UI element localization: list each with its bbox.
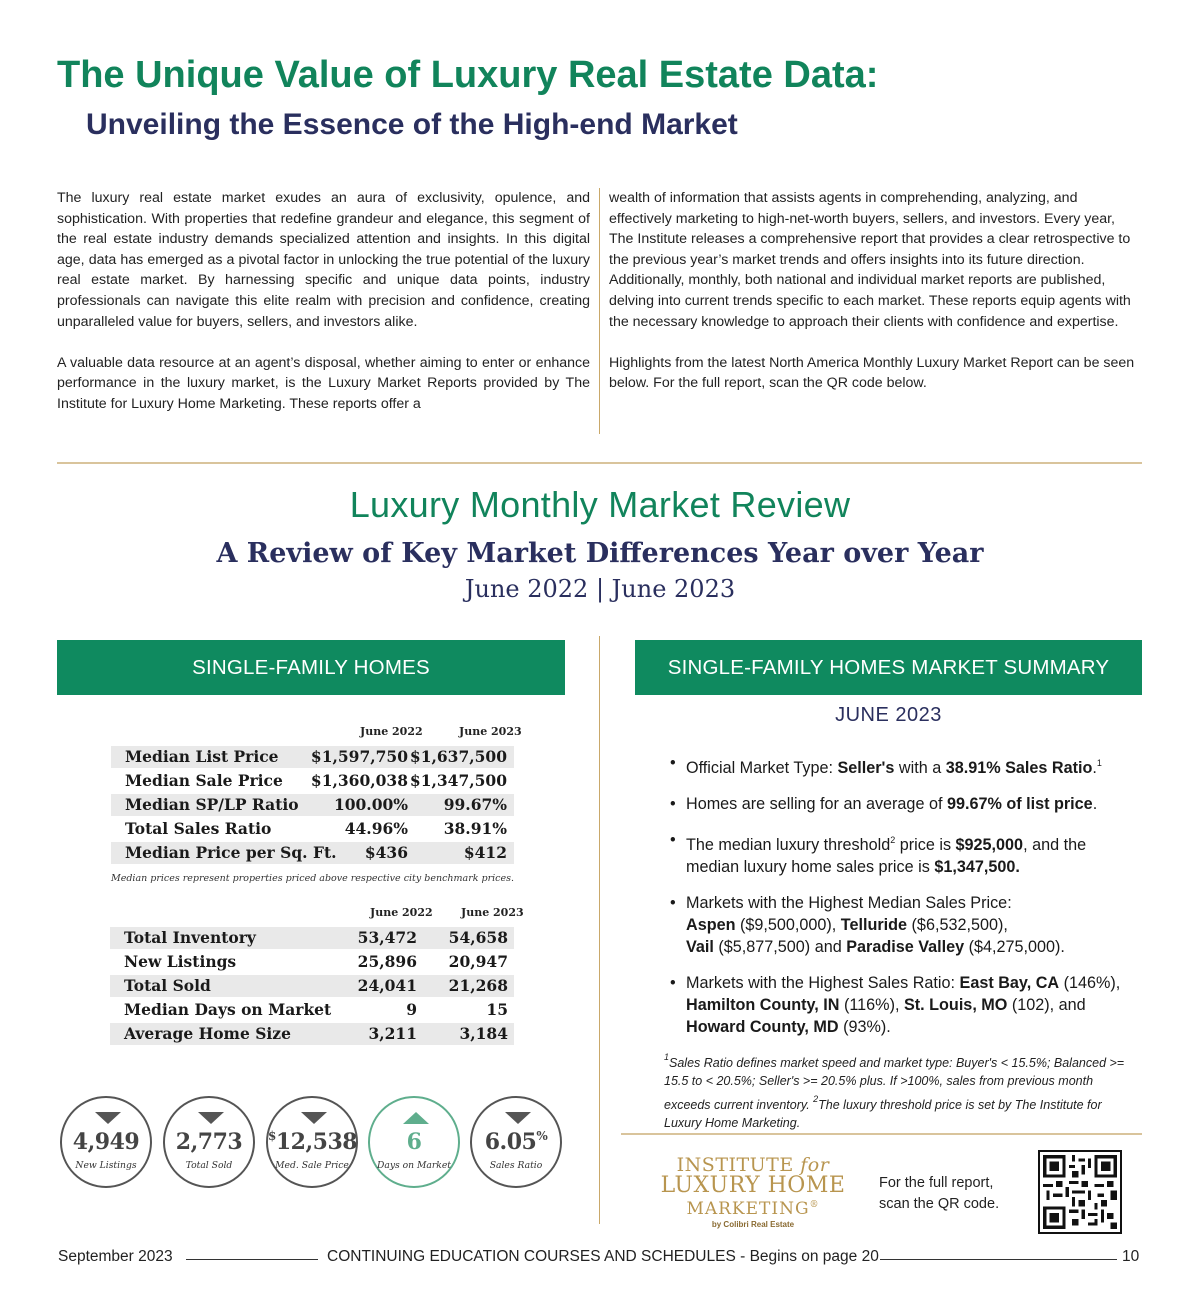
value-2023: 38.91%	[443, 819, 507, 838]
list-item: • Markets with the Highest Sales Ratio: East Bay, CA (146%), Hamilton County, IN (116%), St. Louis, MO (102), and Howard County, MD (93%).	[668, 972, 1140, 1038]
page-number: 10	[1122, 1248, 1140, 1265]
stat-value: 4,949	[72, 1129, 140, 1155]
value-2022: $436	[364, 843, 408, 862]
stat-value: 6.05	[484, 1129, 537, 1155]
value-2023: 21,268	[448, 976, 508, 995]
stat-caption: Total Sold	[185, 1160, 233, 1171]
value-2023: 54,658	[448, 928, 508, 947]
table-row	[110, 1023, 514, 1045]
list-item: • Homes are selling for an average of 99.67% of list price.	[668, 793, 1140, 815]
table-row	[110, 951, 514, 973]
value-2023: 99.67%	[443, 795, 507, 814]
stat-value: 2,773	[175, 1129, 243, 1155]
value-2022: 100.00%	[333, 795, 408, 814]
value-2022: 3,211	[368, 1024, 417, 1043]
column-divider	[599, 188, 600, 434]
stat-caption: New Listings	[75, 1160, 137, 1171]
article-title: The Unique Value of Luxury Real Estate Data:	[57, 54, 879, 96]
footnote: $^1$Sales Ratio defines market speed and market type: Buyer's < 15.5%; Balanced >= 15.5 to < 20.5%; Seller's >= 20.5% plus. If >100%, sales from previous month exceeds current inventory. $^2$The luxury threshold price is set by The Institute for Luxury Home Marketing.	[664, 1052, 1125, 1130]
stat-prefix: $	[268, 1129, 276, 1143]
section-divider	[57, 462, 1142, 464]
intro-right-column	[609, 188, 1142, 415]
row-label: Total Inventory	[124, 928, 256, 947]
table-row	[111, 818, 514, 840]
stat-value: 12,538	[275, 1129, 358, 1155]
row-label: Total Sold	[124, 976, 211, 995]
section-divider	[621, 1133, 1142, 1135]
row-label: Median List Price	[125, 747, 279, 766]
article-subtitle: Unveiling the Essence of the High-end Market	[86, 108, 738, 141]
qr-instructions: For the full report, scan the QR code.	[879, 1175, 1000, 1212]
value-2023: 15	[486, 1000, 508, 1019]
row-label: New Listings	[124, 952, 237, 971]
value-2022: 25,896	[357, 952, 417, 971]
table-row	[110, 975, 514, 997]
stat-value: 6	[406, 1129, 422, 1155]
footer-line	[880, 1259, 1117, 1260]
row-label: Average Home Size	[124, 1024, 291, 1043]
stat-new-listings	[60, 1096, 152, 1188]
value-2022: 44.96%	[344, 819, 408, 838]
value-2022: 24,041	[357, 976, 417, 995]
down-arrow-icon	[198, 1112, 224, 1124]
summary-bullets	[668, 752, 1140, 1052]
review-subtitle: A Review of Key Market Differences Year over Year	[216, 538, 984, 569]
value-2022: 9	[406, 1000, 417, 1019]
intro-paragraph: wealth of information that assists agents in comprehending, analyzing, and effectively marketing to high-net-worth buyers, sellers, and investors. Every year, The Institute releases a comprehensive report that provides a clear retrospective to the previous year’s market trends and offers insights into its future direction. Additionally, monthly, both national and individual market reports are published, delving into current trends specific to each market. These reports equip agents with the necessary knowledge to approach their clients with confidence and expertise.	[609, 190, 1131, 330]
table2-col-header-2023: June 2023	[461, 906, 524, 919]
table2-col-header-2022: June 2022	[370, 906, 433, 919]
stat-total-sold	[163, 1096, 255, 1188]
footer-courses-link[interactable]: CONTINUING EDUCATION COURSES AND SCHEDULES - Begins on page 20	[327, 1248, 879, 1265]
table-row	[111, 794, 514, 816]
intro-paragraph: A valuable data resource at an agent’s disposal, whether aiming to enter or enhance performance in the luxury market, is the Luxury Market Reports provided by The Institute for Luxury Home Marketing. These reports offer a	[57, 354, 590, 412]
value-2022: $1,360,038	[310, 771, 408, 790]
review-dates: June 2022 | June 2023	[464, 575, 736, 603]
table-row	[111, 746, 514, 768]
value-2022: 53,472	[357, 928, 417, 947]
row-label: Median Price per Sq. Ft.	[125, 843, 337, 862]
footer-date: September 2023	[58, 1248, 173, 1265]
table-note: Median prices represent properties priced above respective city benchmark prices.	[111, 873, 515, 884]
table-row	[110, 999, 514, 1021]
stat-days-on-market	[368, 1096, 460, 1188]
list-item: • Official Market Type: Seller's with a 38.91% Sales Ratio.$^1$	[668, 752, 1140, 779]
table-row	[111, 842, 514, 864]
table1-col-header-2022: June 2022	[360, 725, 423, 738]
stat-value-wrap	[268, 1129, 356, 1155]
value-2023: 20,947	[448, 952, 508, 971]
review-title: Luxury Monthly Market Review	[349, 484, 851, 525]
value-2023: $1,637,500	[409, 747, 507, 766]
table-row	[110, 927, 514, 949]
stat-suffix: %	[536, 1129, 548, 1143]
stat-sales-ratio	[470, 1096, 562, 1188]
down-arrow-icon	[301, 1112, 327, 1124]
value-2023: $1,347,500	[409, 771, 507, 790]
row-label: Median Days on Market	[124, 1000, 332, 1019]
stat-caption: Med. Sale Price	[275, 1160, 349, 1171]
market-summary-banner: SINGLE-FAMILY HOMES MARKET SUMMARY	[635, 640, 1142, 695]
stat-caption: Days on Market	[376, 1160, 451, 1171]
up-arrow-icon	[403, 1112, 429, 1124]
value-2023: $412	[463, 843, 507, 862]
table-row	[111, 770, 514, 792]
down-arrow-icon	[505, 1112, 531, 1124]
list-item: • Markets with the Highest Median Sales Price: Aspen ($9,500,000), Telluride ($6,532,500), Vail ($5,877,500) and Paradise Valley ($4,275,000).	[668, 892, 1140, 958]
institute-logo: INSTITUTE for LUXURY HOME MARKETING® by Colibri Real Estate	[660, 1154, 846, 1229]
list-item: • The median luxury threshold$^2$ price is $925,000, and the median luxury home sales price is $1,347,500.	[668, 829, 1140, 878]
row-label: Total Sales Ratio	[125, 819, 272, 838]
stat-caption: Sales Ratio	[489, 1160, 543, 1171]
row-label: Median Sale Price	[125, 771, 283, 790]
summary-date: JUNE 2023	[835, 704, 942, 726]
intro-paragraph: The luxury real estate market exudes an aura of exclusivity, opulence, and sophistication. With properties that redefine grandeur and elegance, this segment of the real estate industry demands specialized attention and insights. In this digital age, data has emerged as a pivotal factor in unlocking the true potential of the luxury real estate market. By harnessing specific and unique data points, industry professionals can navigate this elite realm with precision and confidence, creating unparalleled value for buyers, sellers, and investors alike.	[57, 190, 590, 330]
inventory-metrics-table	[110, 927, 514, 1047]
value-2023: 3,184	[459, 1024, 508, 1043]
price-metrics-table	[111, 746, 514, 866]
row-label: Median SP/LP Ratio	[125, 795, 299, 814]
value-2022: $1,597,750	[310, 747, 408, 766]
stat-value-wrap	[472, 1129, 560, 1155]
table1-col-header-2023: June 2023	[459, 725, 522, 738]
single-family-homes-banner: SINGLE-FAMILY HOMES	[57, 640, 565, 695]
intro-left-column	[57, 188, 590, 435]
footer-line	[186, 1259, 318, 1260]
panel-divider	[599, 636, 600, 1224]
stat-med-sale-price	[266, 1096, 358, 1188]
down-arrow-icon	[95, 1112, 121, 1124]
intro-paragraph: Highlights from the latest North America Monthly Luxury Market Report can be seen below. For the full report, scan the QR code below.	[609, 354, 1135, 392]
qr-code-icon[interactable]	[1038, 1150, 1122, 1234]
